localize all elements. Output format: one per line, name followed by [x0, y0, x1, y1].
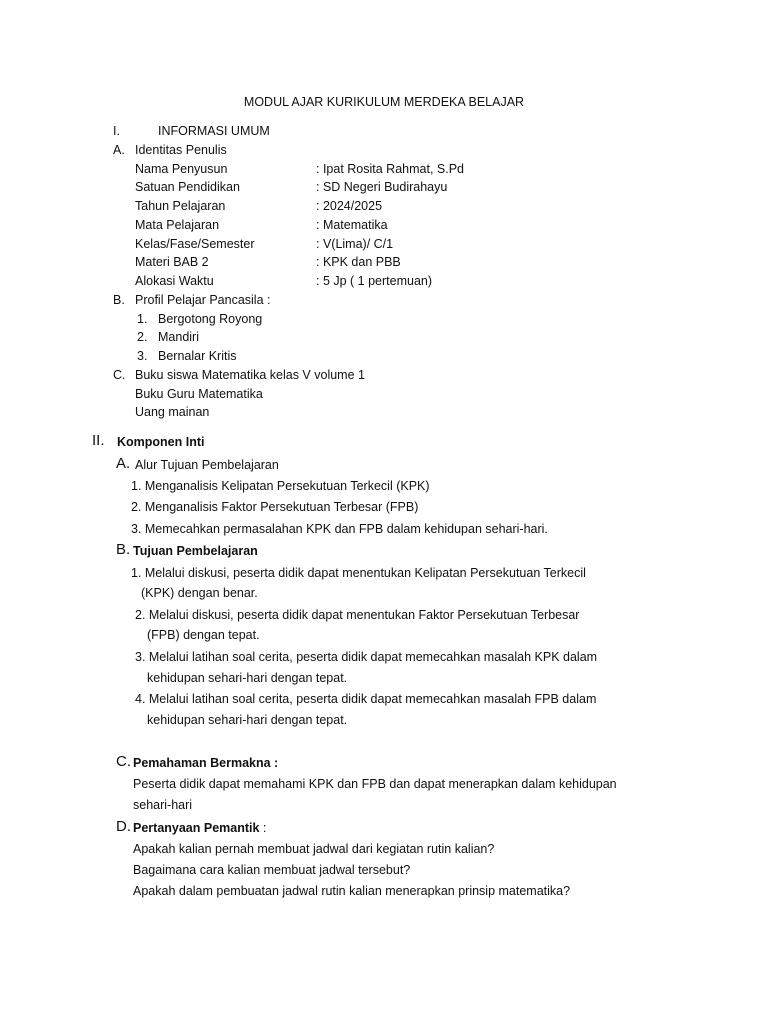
goal-item-line: (FPB) dengan tepat. — [147, 628, 260, 642]
meaning-line: Peserta didik dapat memahami KPK dan FPB dan dapat menerapkan dalam kehidupan — [133, 777, 617, 791]
resource-line: Buku Guru Matematika — [135, 387, 263, 401]
goal-item-line: 3. Melalui latihan soal cerita, peserta didik dapat memecahkan masalah KPK dalam — [135, 650, 598, 664]
document-title: MODUL AJAR KURIKULUM MERDEKA BELAJAR — [243, 95, 525, 109]
question-line: Apakah kalian pernah membuat jadwal dari kegiatan rutin kalian? — [133, 842, 495, 856]
identity-value: : KPK dan PBB — [316, 255, 401, 269]
section-1-heading: INFORMASI UMUM — [158, 124, 270, 138]
profile-item: Bergotong Royong — [158, 312, 263, 326]
section-1a-heading: Identitas Penulis — [135, 143, 227, 157]
profile-item: Bernalar Kritis — [158, 349, 237, 363]
section-2b-heading: Tujuan Pembelajaran — [133, 544, 258, 558]
identity-label: Kelas/Fase/Semester — [135, 237, 255, 251]
section-1b-letter: B. — [113, 293, 125, 307]
identity-label: Satuan Pendidikan — [135, 180, 240, 194]
section-1a-letter: A. — [113, 143, 125, 157]
section-1-numeral: I. — [113, 124, 120, 138]
goal-item-line: 2. Melalui diskusi, peserta didik dapat menentukan Faktor Persekutuan Terbesar — [135, 608, 580, 622]
resource-line: Buku siswa Matematika kelas V volume 1 — [135, 368, 365, 382]
identity-label: Materi BAB 2 — [135, 255, 209, 269]
section-2d-letter: D. — [116, 818, 131, 835]
goal-item-line: (KPK) dengan benar. — [141, 586, 258, 600]
section-2-numeral: II. — [92, 432, 105, 449]
profile-item-number: 3. — [137, 349, 148, 363]
section-2a-letter: A. — [116, 455, 131, 472]
identity-label: Mata Pelajaran — [135, 218, 220, 232]
atp-item: 2. Menganalisis Faktor Persekutuan Terbesar (FPB) — [131, 500, 419, 514]
goal-item-line: kehidupan sehari-hari dengan tepat. — [147, 713, 348, 727]
goal-item-line: kehidupan sehari-hari dengan tepat. — [147, 671, 348, 685]
identity-label: Tahun Pelajaran — [135, 199, 226, 213]
profile-item-number: 1. — [137, 312, 148, 326]
section-2a-heading: Alur Tujuan Pembelajaran — [135, 458, 279, 472]
identity-value: : 5 Jp ( 1 pertemuan) — [316, 274, 433, 288]
meaning-line: sehari-hari — [133, 798, 193, 812]
identity-value: : SD Negeri Budirahayu — [316, 180, 448, 194]
section-1c-letter: C. — [113, 368, 126, 382]
identity-value: : Ipat Rosita Rahmat, S.Pd — [316, 162, 464, 176]
atp-item: 3. Memecahkan permasalahan KPK dan FPB dalam kehidupan sehari-hari. — [131, 522, 548, 536]
goal-item-line: 4. Melalui latihan soal cerita, peserta didik dapat memecahkan masalah FPB dalam — [135, 692, 597, 706]
question-line: Bagaimana cara kalian membuat jadwal tersebut? — [133, 863, 411, 877]
section-2d-heading: Pertanyaan Pemantik — [133, 821, 260, 835]
section-2b-letter: B. — [116, 541, 131, 558]
identity-value: : Matematika — [316, 218, 388, 232]
section-1b-heading: Profil Pelajar Pancasila : — [135, 293, 271, 307]
section-2c-letter: C. — [116, 753, 131, 770]
identity-value: : V(Lima)/ C/1 — [316, 237, 394, 251]
identity-value: : 2024/2025 — [316, 199, 383, 213]
section-2-heading: Komponen Inti — [117, 435, 205, 449]
resource-line: Uang mainan — [135, 405, 210, 419]
section-2d-heading-row — [133, 820, 266, 836]
identity-label: Nama Penyusun — [135, 162, 228, 176]
profile-item: Mandiri — [158, 330, 199, 344]
atp-item: 1. Menganalisis Kelipatan Persekutuan Terkecil (KPK) — [131, 479, 430, 493]
identity-label: Alokasi Waktu — [135, 274, 214, 288]
section-2d-heading-suffix: : — [259, 821, 267, 835]
profile-item-number: 2. — [137, 330, 148, 344]
section-2c-heading: Pemahaman Bermakna : — [133, 756, 279, 770]
question-line: Apakah dalam pembuatan jadwal rutin kalian menerapkan prinsip matematika? — [133, 884, 571, 898]
goal-item-line: 1. Melalui diskusi, peserta didik dapat menentukan Kelipatan Persekutuan Terkecil — [131, 566, 586, 580]
